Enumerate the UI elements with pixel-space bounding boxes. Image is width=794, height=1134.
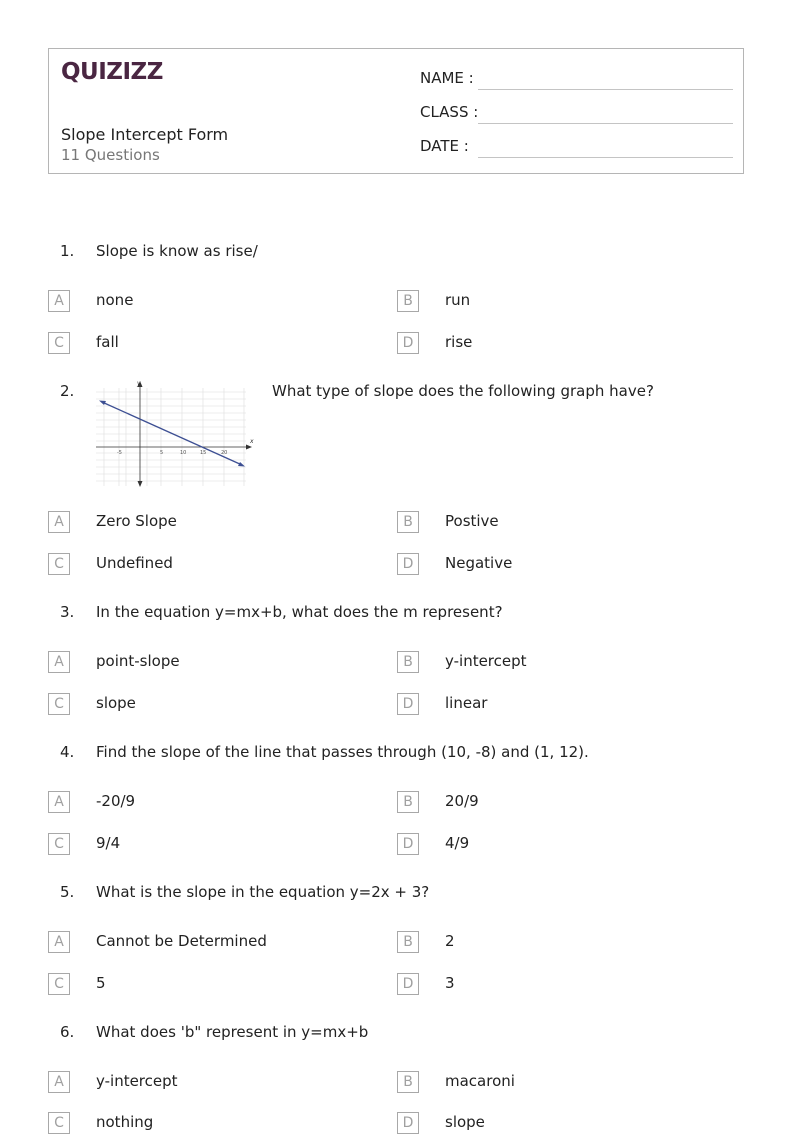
option-c-box[interactable]: C (48, 1112, 70, 1134)
option-a-text: -20/9 (96, 792, 136, 810)
option-a-box[interactable]: A (48, 931, 70, 953)
option-b-text: 2 (445, 932, 455, 950)
option-c-text: Undefined (96, 554, 173, 572)
question-text: Find the slope of the line that passes through (10, -8) and (1, 12). (96, 743, 589, 761)
question-number: 5. (60, 883, 75, 901)
option-d-text: Negative (445, 554, 513, 572)
option-b-text: macaroni (445, 1072, 515, 1090)
option-c-text: 9/4 (96, 834, 121, 852)
x-tick-label: 15 (200, 450, 207, 456)
question-text: Slope is know as rise/ (96, 242, 258, 260)
y-axis-label: y (137, 380, 141, 387)
option-c-text: 5 (96, 974, 106, 992)
option-d-box[interactable]: D (397, 833, 419, 855)
name-label: NAME : (420, 69, 474, 87)
option-b-box[interactable]: B (397, 290, 419, 312)
question-number: 1. (60, 242, 75, 260)
option-a-box[interactable]: A (48, 290, 70, 312)
option-d-text: rise (445, 333, 473, 351)
x-tick-label: 5 (160, 450, 164, 456)
class-label: CLASS : (420, 103, 479, 121)
option-a-box[interactable]: A (48, 651, 70, 673)
option-c-text: slope (96, 694, 136, 712)
option-b-box[interactable]: B (397, 651, 419, 673)
x-axis-label: x (250, 438, 254, 445)
question-number: 2. (60, 382, 75, 400)
option-b-box[interactable]: B (397, 511, 419, 533)
worksheet-header (48, 48, 744, 174)
option-a-box[interactable]: A (48, 511, 70, 533)
x-tick-label: 10 (180, 450, 187, 456)
option-b-text: run (445, 291, 471, 309)
option-d-box[interactable]: D (397, 553, 419, 575)
option-c-box[interactable]: C (48, 693, 70, 715)
question-text: What type of slope does the following graph have? (272, 382, 654, 400)
question-number: 4. (60, 743, 75, 761)
question-number: 6. (60, 1023, 75, 1041)
quizizz-logo: QUIZIZZ (61, 59, 163, 85)
option-b-box[interactable]: B (397, 791, 419, 813)
x-tick-label: 20 (221, 450, 228, 456)
option-d-box[interactable]: D (397, 332, 419, 354)
option-c-box[interactable]: C (48, 833, 70, 855)
x-tick-label: -5 (117, 450, 122, 456)
option-d-box[interactable]: D (397, 1112, 419, 1134)
option-a-text: Zero Slope (96, 512, 177, 530)
option-d-text: 4/9 (445, 834, 470, 852)
question-count: 11 Questions (61, 146, 160, 164)
worksheet-title: Slope Intercept Form (61, 125, 229, 144)
option-b-box[interactable]: B (397, 1071, 419, 1093)
option-a-text: Cannot be Determined (96, 932, 267, 950)
name-line[interactable] (478, 89, 733, 90)
date-line[interactable] (478, 157, 733, 158)
option-d-text: linear (445, 694, 488, 712)
question-text: What does 'b" represent in y=mx+b (96, 1023, 369, 1041)
option-c-box[interactable]: C (48, 973, 70, 995)
option-b-text: 20/9 (445, 792, 479, 810)
option-d-text: slope (445, 1113, 485, 1131)
option-b-text: y-intercept (445, 652, 527, 670)
option-c-text: fall (96, 333, 119, 351)
option-d-text: 3 (445, 974, 455, 992)
option-a-text: point-slope (96, 652, 180, 670)
graph-grid (96, 388, 246, 486)
option-d-box[interactable]: D (397, 973, 419, 995)
question-number: 3. (60, 603, 75, 621)
date-label: DATE : (420, 137, 469, 155)
option-d-box[interactable]: D (397, 693, 419, 715)
option-b-text: Postive (445, 512, 499, 530)
option-c-box[interactable]: C (48, 553, 70, 575)
option-a-box[interactable]: A (48, 1071, 70, 1093)
option-b-box[interactable]: B (397, 931, 419, 953)
option-a-box[interactable]: A (48, 791, 70, 813)
question-text: In the equation y=mx+b, what does the m represent? (96, 603, 503, 621)
option-c-box[interactable]: C (48, 332, 70, 354)
option-c-text: nothing (96, 1113, 154, 1131)
option-a-text: none (96, 291, 134, 309)
class-line[interactable] (478, 123, 733, 124)
question-text: What is the slope in the equation y=2x + 3? (96, 883, 430, 901)
line-graph-image (96, 380, 254, 488)
option-a-text: y-intercept (96, 1072, 178, 1090)
graph-line (102, 402, 242, 465)
